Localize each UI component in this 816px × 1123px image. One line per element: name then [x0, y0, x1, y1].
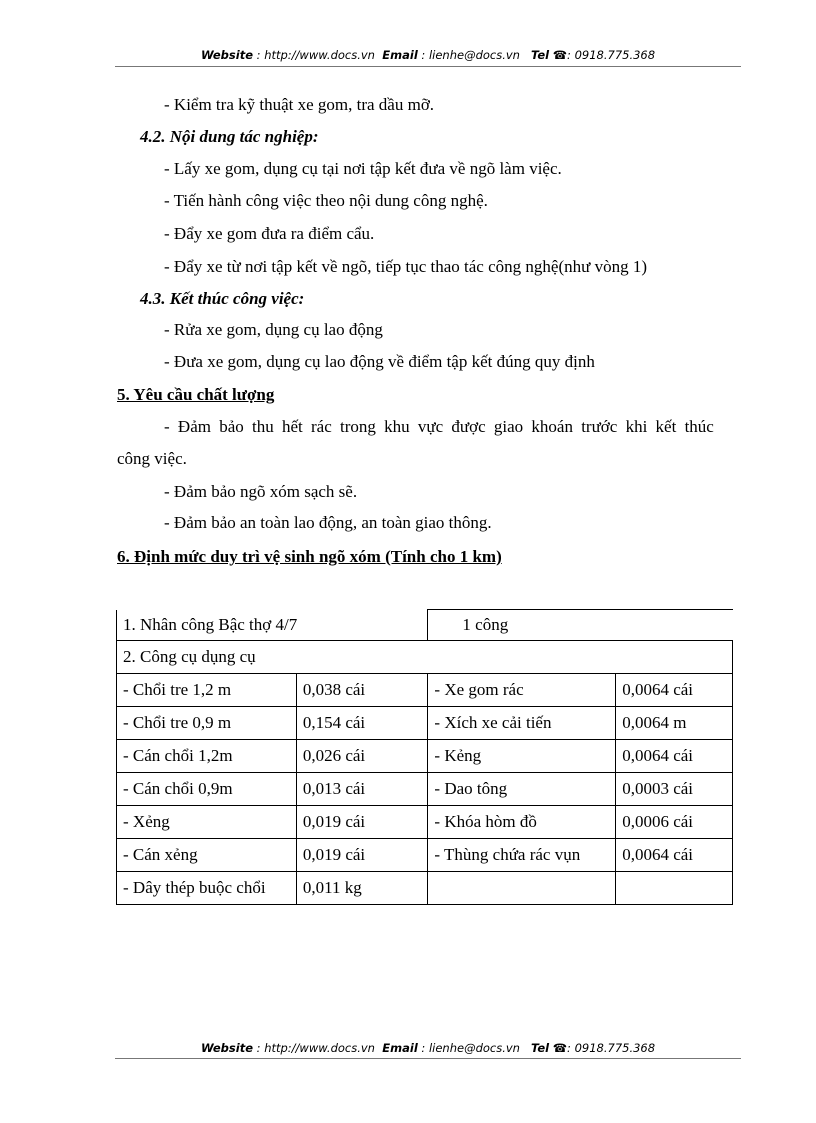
heading-4-3: 4.3. Kết thúc công việc: — [140, 289, 305, 308]
page-footer — [115, 1041, 741, 1055]
table-cell: 0,019 cái — [296, 839, 428, 872]
header-tel-value: : 0918.775.368 — [567, 48, 656, 62]
tools-label-cell: 2. Công cụ dụng cụ — [117, 641, 733, 674]
table-row — [117, 839, 733, 872]
table-row — [117, 773, 733, 806]
table-row — [117, 674, 733, 707]
text-line: - Rửa xe gom, dụng cụ lao động — [164, 320, 383, 339]
table-cell: 0,0003 cái — [616, 773, 733, 806]
table-row — [117, 740, 733, 773]
table-cell: - Dây thép buộc chổi — [117, 872, 297, 905]
heading-5: 5. Yêu cầu chất lượng — [117, 385, 275, 404]
header-website-label: Website — [200, 48, 254, 62]
table-row — [117, 641, 733, 674]
table-cell: - Xẻng — [117, 806, 297, 839]
text-line: - Tiến hành công việc theo nội dung công nghệ. — [164, 191, 488, 210]
table-cell: - Khóa hòm đồ — [428, 806, 616, 839]
text-line: - Đẩy xe gom đưa ra điểm cẩu. — [164, 224, 375, 243]
text-line: - Lấy xe gom, dụng cụ tại nơi tập kết đưa về ngõ làm việc. — [164, 159, 562, 178]
text-line: - Đảm bảo thu hết rác trong khu vực được giao khoán trước khi kết thúc — [164, 417, 714, 436]
table-cell: 0,011 kg — [296, 872, 428, 905]
text-line: - Kiểm tra kỹ thuật xe gom, tra dầu mỡ. — [164, 95, 435, 114]
table-cell: 0,0064 cái — [616, 839, 733, 872]
table-cell — [428, 872, 616, 905]
labor-label-cell: 1. Nhân công Bậc thợ 4/7 — [117, 610, 428, 641]
text-line: - Đưa xe gom, dụng cụ lao động về điểm tập kết đúng quy định — [164, 352, 595, 371]
telephone-icon: ☎ — [552, 1041, 568, 1055]
table-cell: 0,0064 cái — [616, 674, 733, 707]
table-cell: - Kẻng — [428, 740, 616, 773]
table-cell: - Chổi tre 0,9 m — [117, 707, 297, 740]
table-cell: 0,013 cái — [296, 773, 428, 806]
table-cell: - Thùng chứa rác vụn — [428, 839, 616, 872]
footer-email-value: : lienhe@docs.vn — [421, 1041, 520, 1055]
footer-website-label: Website — [200, 1041, 254, 1055]
footer-website-value: : http://www.docs.vn — [256, 1041, 375, 1055]
header-email-value: : lienhe@docs.vn — [421, 48, 520, 62]
table-cell: - Dao tông — [428, 773, 616, 806]
table-cell: 0,0006 cái — [616, 806, 733, 839]
table-cell: 0,026 cái — [296, 740, 428, 773]
table-cell: - Xích xe cải tiến — [428, 707, 616, 740]
footer-tel-value: : 0918.775.368 — [567, 1041, 656, 1055]
heading-4-2: 4.2. Nội dung tác nghiệp: — [140, 127, 319, 146]
table-cell: 0,0064 cái — [616, 740, 733, 773]
table-cell: 0,019 cái — [296, 806, 428, 839]
text-line: - Đẩy xe từ nơi tập kết về ngõ, tiếp tục thao tác công nghệ(như vòng 1) — [164, 257, 647, 276]
table-row — [117, 610, 733, 641]
table-row — [117, 806, 733, 839]
footer-divider — [115, 1058, 741, 1059]
table-cell: - Chổi tre 1,2 m — [117, 674, 297, 707]
table-cell: - Cán chổi 1,2m — [117, 740, 297, 773]
footer-email-label: Email — [382, 1041, 418, 1055]
footer-tel-label: Tel — [530, 1041, 550, 1055]
table-row — [117, 707, 733, 740]
telephone-icon: ☎ — [552, 48, 568, 62]
text-line: - Đảm bảo ngõ xóm sạch sẽ. — [164, 482, 358, 501]
table-cell: - Cán chổi 0,9m — [117, 773, 297, 806]
norm-table — [116, 609, 733, 905]
labor-value-cell: 1 công — [428, 610, 733, 641]
table-cell: - Xe gom rác — [428, 674, 616, 707]
table-cell: - Cán xẻng — [117, 839, 297, 872]
table-row — [117, 872, 733, 905]
table-cell — [616, 872, 733, 905]
text-line: - Đảm bảo an toàn lao động, an toàn giao thông. — [164, 513, 492, 532]
text-line: công việc. — [117, 449, 187, 468]
table-cell: 0,0064 m — [616, 707, 733, 740]
header-tel-label: Tel — [530, 48, 550, 62]
header-divider — [115, 66, 741, 67]
heading-6: 6. Định mức duy trì vệ sinh ngõ xóm (Tính cho 1 km) — [117, 547, 502, 566]
table-cell: 0,154 cái — [296, 707, 428, 740]
header-website-value: : http://www.docs.vn — [256, 48, 375, 62]
page-header — [115, 48, 741, 62]
table-cell: 0,038 cái — [296, 674, 428, 707]
header-email-label: Email — [382, 48, 418, 62]
